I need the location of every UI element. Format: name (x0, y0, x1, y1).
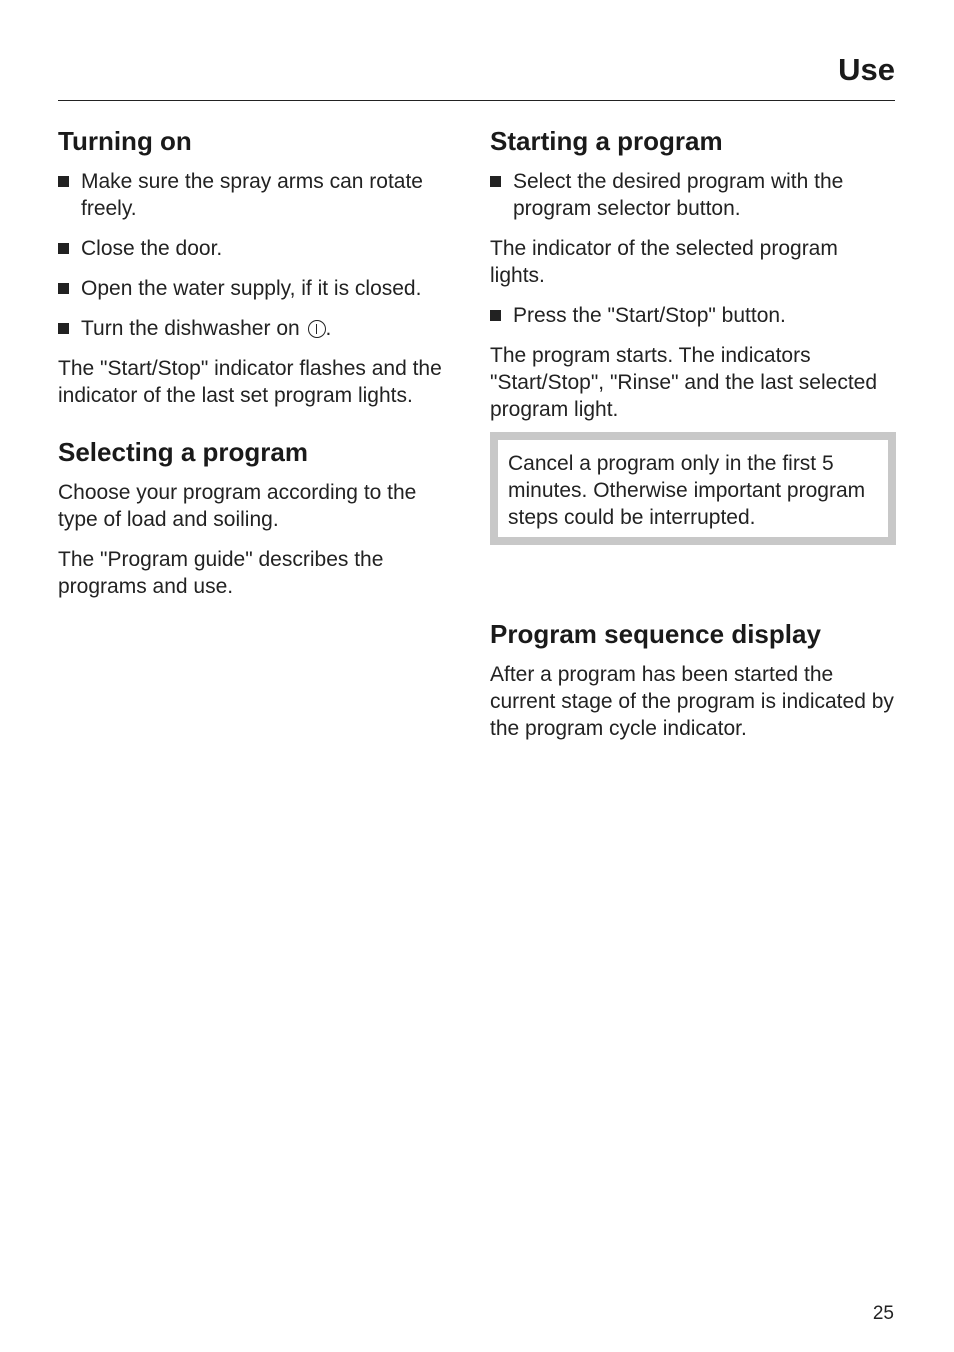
section-heading-turning-on: Turning on (58, 126, 192, 156)
power-symbol-icon (308, 320, 326, 338)
square-bullet-icon (490, 310, 501, 321)
square-bullet-icon (490, 176, 501, 187)
section-heading-sequence: Program sequence display (490, 619, 821, 649)
list-item (58, 168, 460, 222)
starting-paragraph-1: The indicator of the selected program lights. (490, 237, 838, 287)
starting-step-1 (490, 168, 896, 222)
starting-paragraph-2: The program starts. The indicators "Start/Stop", "Rinse" and the last selected program light. (490, 344, 878, 421)
header-rule (58, 100, 895, 101)
square-bullet-icon (58, 323, 69, 334)
page-number: 25 (872, 1303, 894, 1324)
list-item-suffix: . (325, 317, 332, 340)
list-item (58, 275, 460, 302)
selecting-paragraph-1: Choose your program according to the type of load and soiling. (58, 481, 417, 531)
section-heading-selecting: Selecting a program (58, 437, 308, 467)
sequence-paragraph: After a program has been started the current stage of the program is indicated by the program cycle indicator. (490, 663, 894, 740)
right-column (490, 122, 896, 755)
list-item-text: Close the door. (81, 237, 223, 260)
turning-on-description: The "Start/Stop" indicator flashes and the indicator of the last set program lights. (58, 357, 442, 407)
list-item-text: Open the water supply, if it is closed. (81, 277, 422, 300)
page-title: Use (838, 52, 895, 87)
square-bullet-icon (58, 283, 69, 294)
warning-note-box (490, 432, 896, 545)
list-item (490, 302, 896, 329)
list-item-text: Make sure the spray arms can rotate freely. (81, 170, 423, 220)
starting-step-2 (490, 302, 896, 329)
list-item-text: Select the desired program with the program selector button. (513, 170, 844, 220)
list-item (490, 168, 896, 222)
left-column (58, 122, 460, 613)
list-item (58, 315, 460, 342)
selecting-paragraph-2: The "Program guide" describes the programs and use. (58, 548, 384, 598)
list-item-text: Press the "Start/Stop" button. (513, 304, 786, 327)
square-bullet-icon (58, 176, 69, 187)
turning-on-steps (58, 168, 460, 342)
list-item-text: Turn the dishwasher on (81, 317, 300, 340)
square-bullet-icon (58, 243, 69, 254)
warning-note-text: Cancel a program only in the first 5 minutes. Otherwise important program steps could be interrupted. (508, 452, 866, 529)
section-heading-starting: Starting a program (490, 126, 723, 156)
list-item (58, 235, 460, 262)
